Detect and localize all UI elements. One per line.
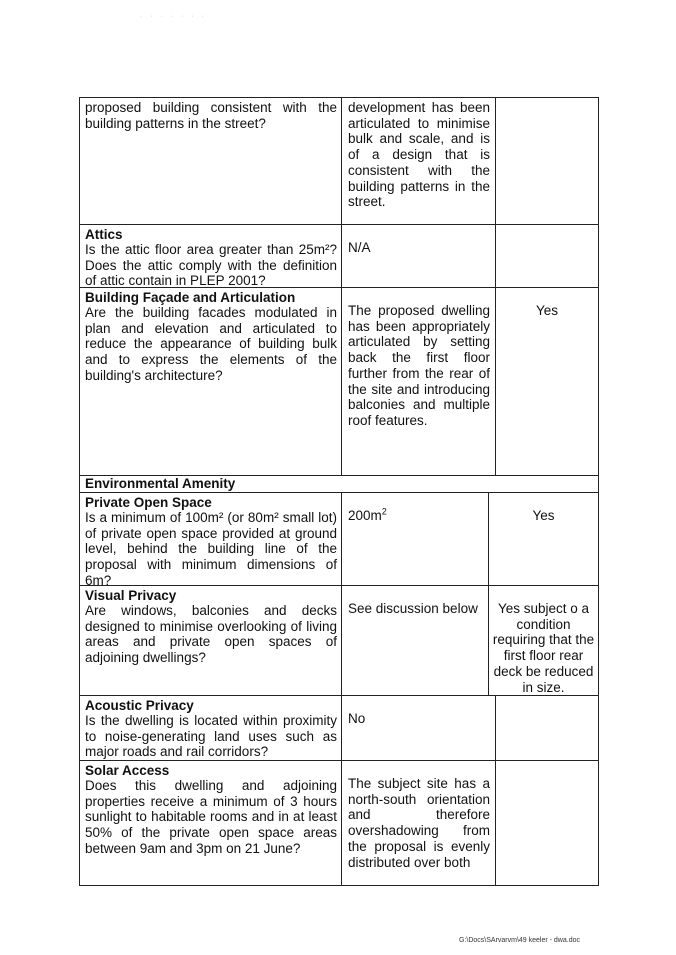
file-path-footer: G:\Docs\SArvarvm\49 keeler - dwa.doc [459, 937, 580, 944]
result-cell [496, 288, 598, 475]
response-cell [342, 98, 496, 224]
criteria-heading: Solar Access [85, 763, 170, 778]
criteria-heading: Building Façade and Articulation [85, 290, 296, 305]
response-cell [342, 288, 496, 475]
criteria-question: Are windows, balconies and decks designed to minimise overlooking of living areas and private open spaces of adjoining dwellings? [85, 603, 337, 666]
criteria-question: Are the building facades modulated in plan and elevation and articulated to reduce the appearance of building bulk and to express the elements of the building's architecture? [85, 305, 337, 383]
criteria-heading: Attics [85, 227, 123, 242]
response-text: The proposed dwelling has been appropriately articulated by setting back the first floor further from the rear of the site and introducing balconies and multiple roof features. [348, 303, 490, 428]
result-text: Yes [532, 508, 555, 523]
response-superscript: 2 [381, 506, 387, 517]
table-row [80, 492, 598, 588]
response-text: See discussion below [348, 601, 478, 616]
response-text: The subject site has a north-south orientation and therefore overshadowing from the proposal is evenly distributed over both [348, 776, 490, 870]
assessment-table [79, 97, 599, 886]
scan-mark: · · · · · · · [140, 13, 207, 20]
criteria-cell [80, 761, 342, 885]
criteria-cell [80, 225, 342, 287]
result-text: Yes subject o a condition requiring that the first floor rear deck be reduced in size. [492, 601, 595, 695]
table-row [80, 287, 598, 475]
table-row [80, 760, 598, 885]
result-cell [496, 761, 598, 885]
table-row [80, 224, 598, 287]
result-cell [496, 225, 598, 287]
result-cell [489, 586, 598, 695]
criteria-cell [80, 696, 342, 760]
response-cell [342, 225, 496, 287]
criteria-question: Is the attic floor area greater than 25m²? Does the attic comply with the definition of attic contain in PLEP 2001? [85, 242, 337, 289]
result-cell [496, 696, 598, 760]
result-text: Yes [535, 303, 559, 318]
criteria-cell [80, 288, 342, 475]
section-heading: Environmental Amenity [85, 476, 236, 491]
result-cell [489, 493, 598, 585]
criteria-heading: Private Open Space [85, 495, 212, 510]
criteria-cell [80, 493, 342, 588]
criteria-question: Is a minimum of 100m² (or 80m² small lot) of private open space provided at ground level, behind the building line of the proposal with minimum dimensions of 6m? [85, 510, 337, 588]
response-cell [342, 761, 496, 885]
section-cell [80, 476, 598, 492]
result-cell [496, 98, 598, 224]
criteria-heading: Visual Privacy [85, 588, 177, 603]
response-cell [342, 696, 496, 760]
criteria-cell [80, 586, 342, 695]
response-value: 200m [348, 508, 382, 523]
response-text: N/A [348, 240, 371, 255]
criteria-question: proposed building consistent with the building patterns in the street? [85, 100, 337, 131]
response-cell [342, 586, 489, 695]
criteria-question: Does this dwelling and adjoining properties receive a minimum of 3 hours sunlight to habitable rooms and in at least 50% of the private open space areas between 9am and 3pm on 21 June? [85, 778, 337, 856]
criteria-cell [80, 98, 342, 224]
table-row [80, 695, 598, 760]
table-row [80, 585, 598, 695]
response-cell [342, 493, 489, 585]
table-row [80, 98, 598, 224]
response-text: No [348, 711, 366, 726]
response-text [348, 508, 483, 524]
response-text: development has been articulated to minimise bulk and scale, and is of a design that is consistent with the building patterns in the street. [348, 100, 490, 210]
criteria-question: Is the dwelling is located within proximity to noise-generating land uses such as major roads and rail corridors? [85, 713, 337, 760]
section-row [80, 475, 598, 492]
criteria-heading: Acoustic Privacy [85, 698, 194, 713]
